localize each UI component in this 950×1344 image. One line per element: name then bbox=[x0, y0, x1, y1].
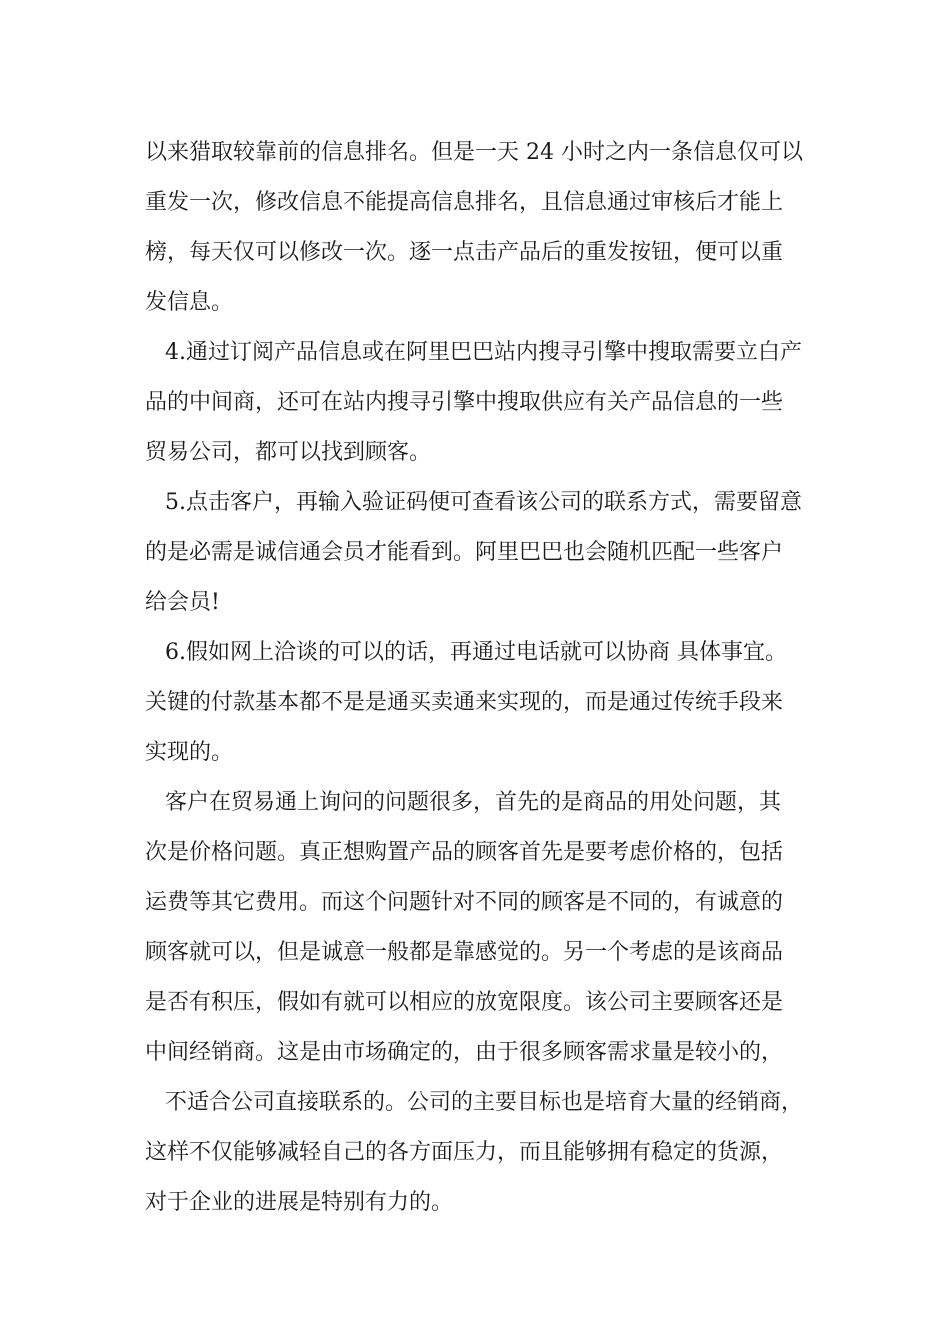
text-line: 6.假如网上洽谈的可以的话，再通过电话就可以协商 具体事宜。 bbox=[165, 640, 787, 665]
text-line: 发信息。 bbox=[145, 290, 234, 315]
text-line: 以来猎取较靠前的信息排名。但是一天 24 小时之内一条信息仅可以 bbox=[145, 140, 803, 165]
text-line: 中间经销商。这是由市场确定的，由于很多顾客需求量是较小的， bbox=[145, 1040, 784, 1065]
text-line: 贸易公司，都可以找到顾客。 bbox=[145, 440, 432, 465]
text-line: 客户在贸易通上询问的问题很多，首先的是商品的用处问题，其 bbox=[165, 790, 782, 815]
text-line: 5.点击客户，再输入验证码便可查看该公司的联系方式，需要留意 bbox=[165, 490, 802, 515]
text-line: 榜，每天仅可以修改一次。逐一点击产品后的重发按钮，便可以重 bbox=[145, 240, 784, 265]
text-line: 不适合公司直接联系的。公司的主要目标也是培育大量的经销商， bbox=[165, 1090, 804, 1115]
text-line: 运费等其它费用。而这个问题针对不同的顾客是不同的，有诚意的 bbox=[145, 890, 784, 915]
text-line: 这样不仅能够减轻自己的各方面压力，而且能够拥有稳定的货源， bbox=[145, 1140, 784, 1165]
text-line: 品的中间商，还可在站内搜寻引擎中搜取供应有关产品信息的一些 bbox=[145, 390, 784, 415]
text-line: 是否有积压，假如有就可以相应的放宽限度。该公司主要顾客还是 bbox=[145, 990, 784, 1015]
text-line: 次是价格问题。真正想购置产品的顾客首先是要考虑价格的，包括 bbox=[145, 840, 784, 865]
text-line: 的是必需是诚信通会员才能看到。阿里巴巴也会随机匹配一些客户 bbox=[145, 540, 784, 565]
text-line: 顾客就可以，但是诚意一般都是靠感觉的。另一个考虑的是该商品 bbox=[145, 940, 784, 965]
text-line: 关键的付款基本都不是是通买卖通来实现的，而是通过传统手段来 bbox=[145, 690, 784, 715]
text-line: 对于企业的进展是特别有力的。 bbox=[145, 1190, 454, 1215]
body-text bbox=[145, 128, 825, 1228]
text-line: 实现的。 bbox=[145, 740, 234, 765]
text-line: 给会员! bbox=[145, 590, 220, 615]
text-line: 4.通过订阅产品信息或在阿里巴巴站内搜寻引擎中搜取需要立白产 bbox=[165, 340, 802, 365]
text-line: 重发一次，修改信息不能提高信息排名，且信息通过审核后才能上 bbox=[145, 190, 784, 215]
